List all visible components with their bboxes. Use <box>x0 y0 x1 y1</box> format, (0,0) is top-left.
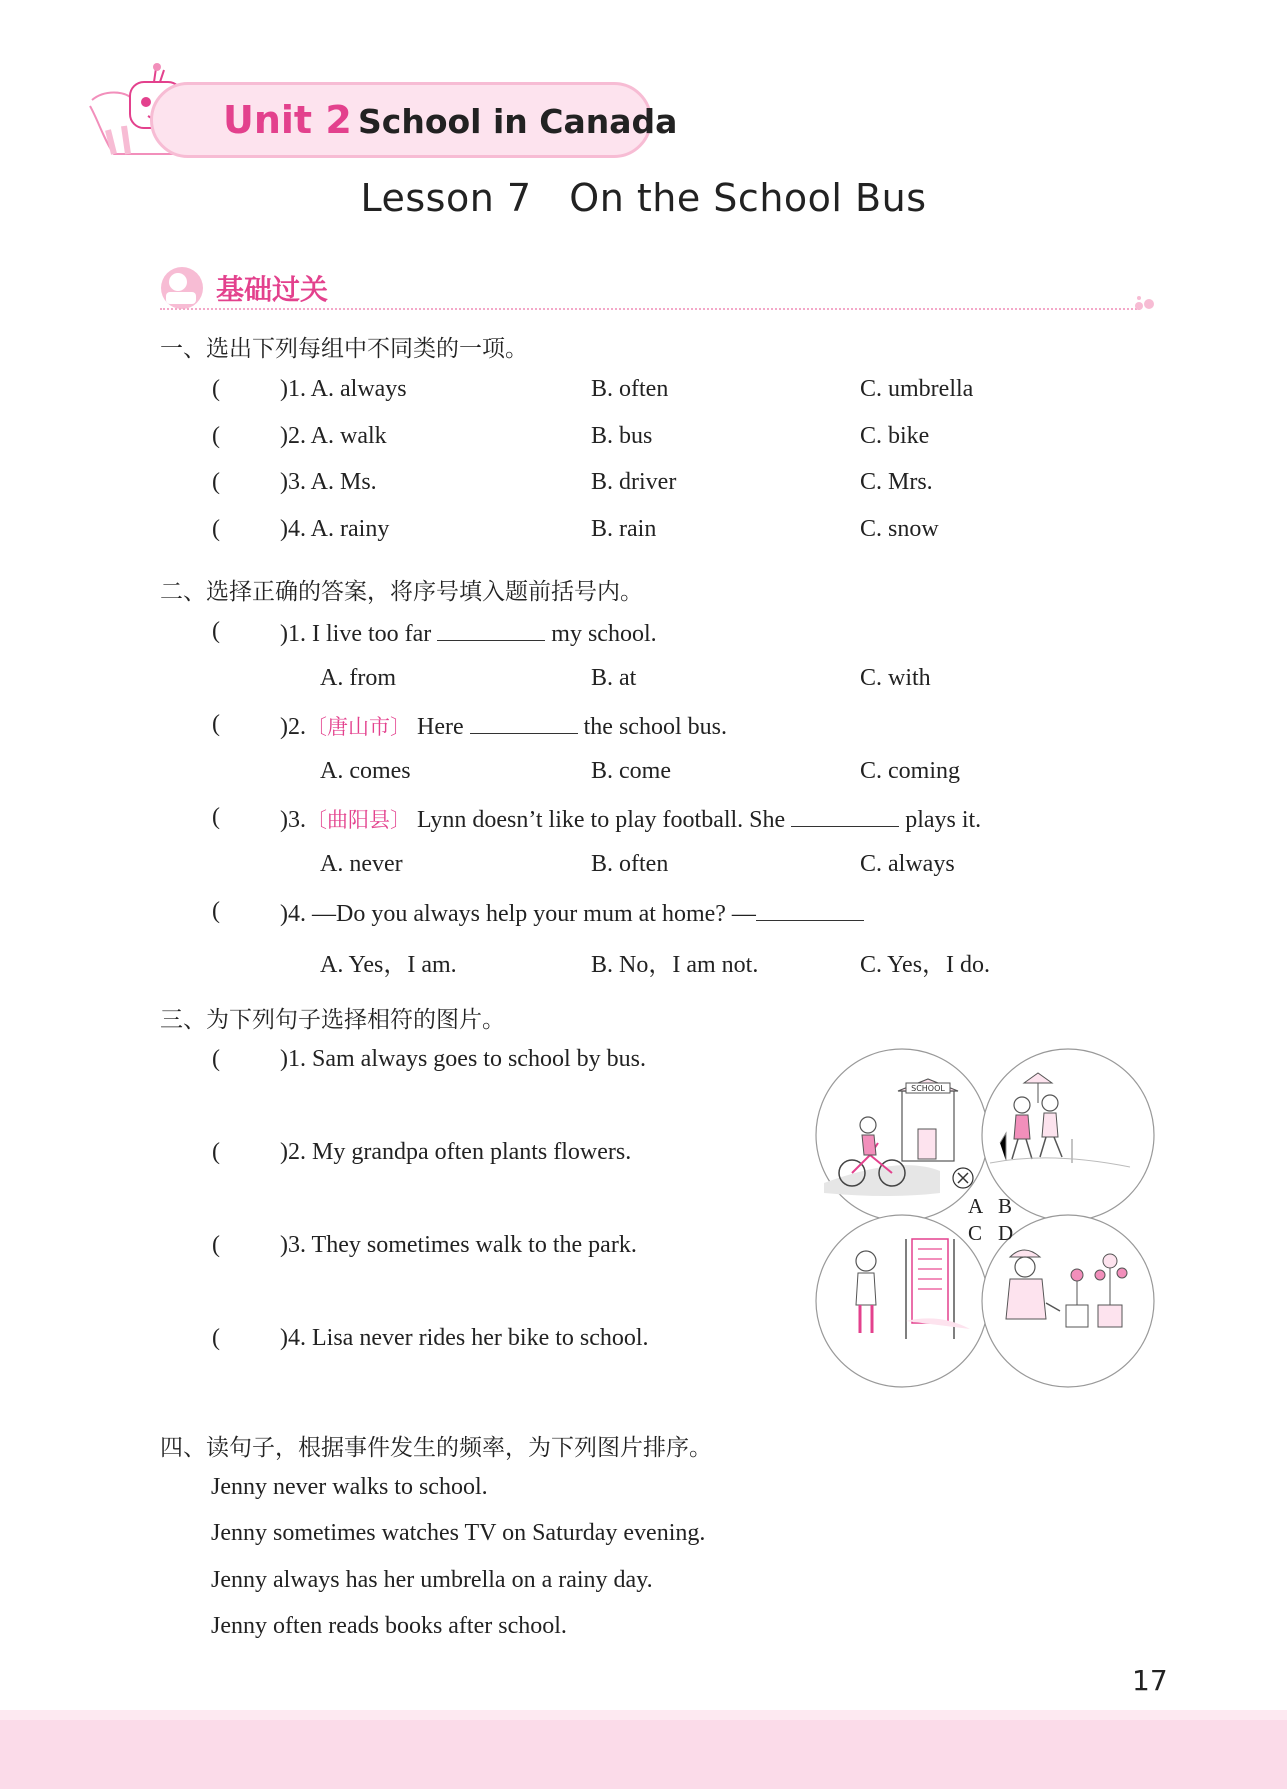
answer-paren: ( <box>212 1232 220 1258</box>
part2-q2-number: )2. <box>280 714 306 740</box>
part1-item-1: )1. A. always <box>280 376 407 402</box>
part2-q1-text-end: my school. <box>551 621 657 647</box>
part1-item-3-b: B. driver <box>591 469 677 495</box>
part2-q4-option-a: A. Yes，I am. <box>320 952 457 978</box>
footer-band <box>0 1710 1287 1789</box>
part2-q2-option-c: C. coming <box>860 758 960 784</box>
answer-blank[interactable] <box>756 898 864 921</box>
part4-sentence-3: Jenny always has her umbrella on a rainy day. <box>211 1567 653 1593</box>
part3-heading: 三、为下列句子选择相符的图片。 <box>160 1007 505 1033</box>
part1-item-2: )2. A. walk <box>280 423 387 449</box>
part3-item-4: )4. Lisa never rides her bike to school. <box>280 1325 649 1351</box>
answer-paren: ( <box>212 469 220 495</box>
picture-label-c: C <box>968 1221 983 1245</box>
part2-q3-text-end: plays it. <box>905 807 982 833</box>
answer-paren: ( <box>212 376 220 402</box>
picture-label-d: D <box>998 1221 1014 1245</box>
answer-paren: ( <box>212 898 220 924</box>
part2-q2-text: Here <box>417 714 464 740</box>
answer-paren: ( <box>212 711 220 737</box>
part2-q1-option-b: B. at <box>591 665 637 691</box>
part2-q3-option-c: C. always <box>860 851 955 877</box>
part1-item-1-b: B. often <box>591 376 669 402</box>
page-number: 17 <box>1132 1664 1168 1697</box>
part2-question-1 <box>280 618 657 648</box>
part2-q3-option-a: A. never <box>320 851 403 877</box>
answer-paren: ( <box>212 618 220 644</box>
answer-paren: ( <box>212 1325 220 1351</box>
picture-label-a: A <box>968 1194 984 1218</box>
part2-q1-option-c: C. with <box>860 665 931 691</box>
lesson-title: Lesson 7 On the School Bus <box>360 176 927 220</box>
part4-heading: 四、读句子，根据事件发生的频率，为下列图片排序。 <box>160 1435 712 1461</box>
part4-sentence-1: Jenny never walks to school. <box>211 1474 488 1500</box>
part4-sentence-4: Jenny often reads books after school. <box>211 1613 567 1639</box>
part1-item-1-c: C. umbrella <box>860 376 974 402</box>
part2-question-3 <box>280 804 981 834</box>
part1-item-3: )3. A. Ms. <box>280 469 377 495</box>
unit-title: School in Canada <box>358 102 678 141</box>
part2-q2-text-end: the school bus. <box>583 714 727 740</box>
answer-paren: ( <box>212 804 220 830</box>
part2-q3-number: )3. <box>280 807 306 833</box>
part2-q4-option-c: C. Yes，I do. <box>860 952 991 978</box>
region-tag: 〔唐山市〕 <box>306 715 411 739</box>
part4-sentence-2: Jenny sometimes watches TV on Saturday evening. <box>211 1520 706 1546</box>
school-sign: SCHOOL <box>911 1084 945 1093</box>
answer-paren: ( <box>212 423 220 449</box>
part2-question-2 <box>280 711 727 741</box>
part2-question-4 <box>280 898 864 928</box>
part2-q1-text: )1. I live too far <box>280 621 432 647</box>
picture-label-b: B <box>998 1194 1013 1218</box>
answer-paren: ( <box>212 1046 220 1072</box>
part1-item-3-c: C. Mrs. <box>860 469 933 495</box>
part2-q2-option-a: A. comes <box>320 758 411 784</box>
part2-q2-option-b: B. come <box>591 758 671 784</box>
answer-blank[interactable] <box>470 711 578 734</box>
part2-q3-option-b: B. often <box>591 851 669 877</box>
part1-item-4-c: C. snow <box>860 516 939 542</box>
part2-q3-text: Lynn doesn’t like to play football. She <box>417 807 786 833</box>
part2-q4-text: )4. —Do you always help your mum at home? — <box>280 901 756 927</box>
part1-item-2-b: B. bus <box>591 423 653 449</box>
section-divider <box>160 308 1140 310</box>
picture-c-frame <box>816 1215 988 1387</box>
part2-heading: 二、选择正确的答案，将序号填入题前括号内。 <box>160 579 643 605</box>
answer-paren: ( <box>212 516 220 542</box>
part1-item-4: )4. A. rainy <box>280 516 390 542</box>
unit-label: Unit 2 <box>223 98 352 142</box>
part1-item-4-b: B. rain <box>591 516 657 542</box>
part3-item-1: )1. Sam always goes to school by bus. <box>280 1046 646 1072</box>
part3-item-3: )3. They sometimes walk to the park. <box>280 1232 637 1258</box>
section-title: 基础过关 <box>216 273 329 306</box>
answer-paren: ( <box>212 1139 220 1165</box>
part2-q4-option-b: B. No，I am not. <box>591 952 759 978</box>
part1-item-2-c: C. bike <box>860 423 930 449</box>
part1-heading: 一、选出下列每组中不同类的一项。 <box>160 336 528 362</box>
answer-blank[interactable] <box>437 618 545 641</box>
answer-blank[interactable] <box>791 804 899 827</box>
part3-item-2: )2. My grandpa often plants flowers. <box>280 1139 632 1165</box>
part2-q1-option-a: A. from <box>320 665 396 691</box>
footer-band-highlight <box>0 1710 1287 1720</box>
region-tag: 〔曲阳县〕 <box>306 808 411 832</box>
section-icon <box>158 264 206 312</box>
divider-dots <box>1133 294 1163 314</box>
picture-grid <box>810 1043 1160 1393</box>
